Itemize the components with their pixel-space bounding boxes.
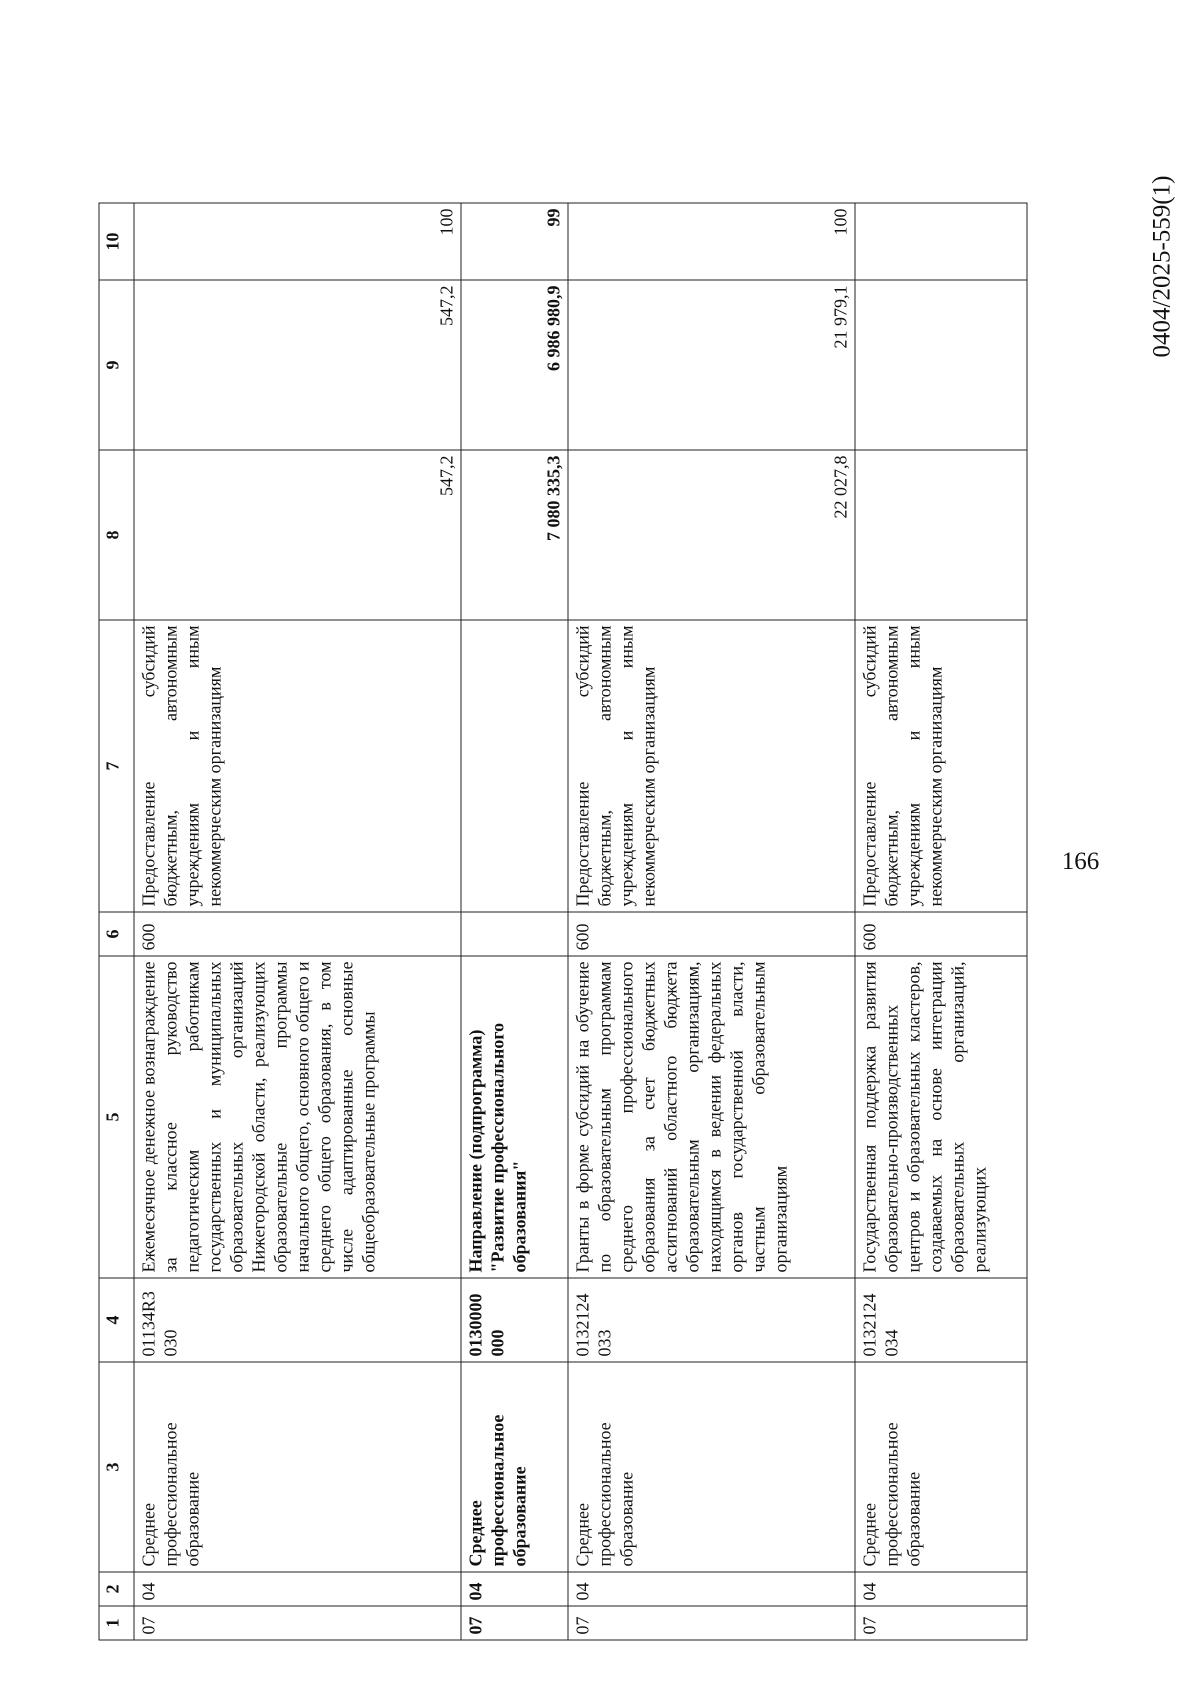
cell-planned: 22 027,8 — [568, 450, 855, 620]
table-row — [568, 203, 855, 1640]
cell-expense-name: Предоставление субсидий бюджетным, автономным учреждениям и иным некоммерческим организациям — [568, 620, 855, 912]
cell-subsection: 04 — [134, 1572, 461, 1606]
cell-subsection: 04 — [568, 1572, 855, 1606]
col-header-8: 8 — [99, 450, 134, 620]
col-header-6: 6 — [99, 912, 134, 956]
cell-percent — [855, 203, 1027, 280]
cell-section: 07 — [461, 1606, 568, 1640]
table-row — [461, 203, 568, 1640]
cell-section: 07 — [568, 1606, 855, 1640]
cell-actual — [855, 280, 1027, 450]
table-row — [134, 203, 461, 1640]
cell-planned — [855, 450, 1027, 620]
cell-expense-type: 600 — [855, 912, 1027, 956]
cell-subsection: 04 — [855, 1572, 1027, 1606]
cell-section: 07 — [134, 1606, 461, 1640]
col-header-3: 3 — [99, 1362, 134, 1572]
cell-target-code: 01134R3 030 — [134, 1278, 461, 1362]
cell-section-name: Среднее профессиональное образование — [134, 1362, 461, 1572]
cell-target-name: Гранты в форме субсидий на обучение по образовательным программам среднего профессионального образования за счет бюджетных ассигнований областного бюджета образовательным организациям, находящимся в ведении федеральных органов государственной власти, частным образовательным организациям — [568, 956, 855, 1278]
cell-section-name: Среднее профессиональное образование — [855, 1362, 1027, 1572]
col-header-7: 7 — [99, 620, 134, 912]
col-header-9: 9 — [99, 280, 134, 450]
col-header-10: 10 — [99, 203, 134, 280]
cell-planned: 7 080 335,3 — [461, 450, 568, 620]
cell-planned: 547,2 — [134, 450, 461, 620]
table-row — [855, 203, 1027, 1640]
cell-expense-type — [461, 912, 568, 956]
cell-percent: 100 — [134, 203, 461, 280]
col-header-1: 1 — [99, 1606, 134, 1640]
col-header-4: 4 — [99, 1278, 134, 1362]
cell-actual: 547,2 — [134, 280, 461, 450]
cell-section-name: Среднее профессиональное образование — [461, 1362, 568, 1572]
cell-target-name: Государственная поддержка развития образовательно-производственных центров и образовательных кластеров, создаваемых на основе интеграции образовательных организаций, реализующих — [855, 956, 1027, 1278]
cell-section: 07 — [855, 1606, 1027, 1640]
cell-target-name: Ежемесячное денежное вознаграждение за классное руководство педагогическим работникам государственных и муниципальных образовательных организаций Нижегородской области, реализующих образовательные программы начального общего, основного общего и среднего общего образования, в том числе адаптированные основные общеобразовательные программы — [134, 956, 461, 1278]
header-row — [99, 203, 134, 1640]
col-header-2: 2 — [99, 1572, 134, 1606]
document-code: 0404/2025-559(1) — [1148, 175, 1175, 357]
cell-target-name: Направление (подпрограмма) "Развитие профессионального образования" — [461, 956, 568, 1278]
cell-target-code: 0132124 033 — [568, 1278, 855, 1362]
cell-percent: 99 — [461, 203, 568, 280]
cell-expense-name: Предоставление субсидий бюджетным, автономным учреждениям и иным некоммерческим организациям — [855, 620, 1027, 912]
cell-target-code: 0132124 034 — [855, 1278, 1027, 1362]
cell-section-name: Среднее профессиональное образование — [568, 1362, 855, 1572]
cell-expense-name: Предоставление субсидий бюджетным, автономным учреждениям и иным некоммерческим организациям — [134, 620, 461, 912]
cell-percent: 100 — [568, 203, 855, 280]
cell-subsection: 04 — [461, 1572, 568, 1606]
cell-target-code: 0130000 000 — [461, 1278, 568, 1362]
page-number: 166 — [1061, 847, 1099, 875]
cell-actual: 6 986 980,9 — [461, 280, 568, 450]
cell-actual: 21 979,1 — [568, 280, 855, 450]
col-header-5: 5 — [99, 956, 134, 1278]
budget-table — [98, 202, 1027, 1640]
cell-expense-name — [461, 620, 568, 912]
cell-expense-type: 600 — [568, 912, 855, 956]
cell-expense-type: 600 — [134, 912, 461, 956]
